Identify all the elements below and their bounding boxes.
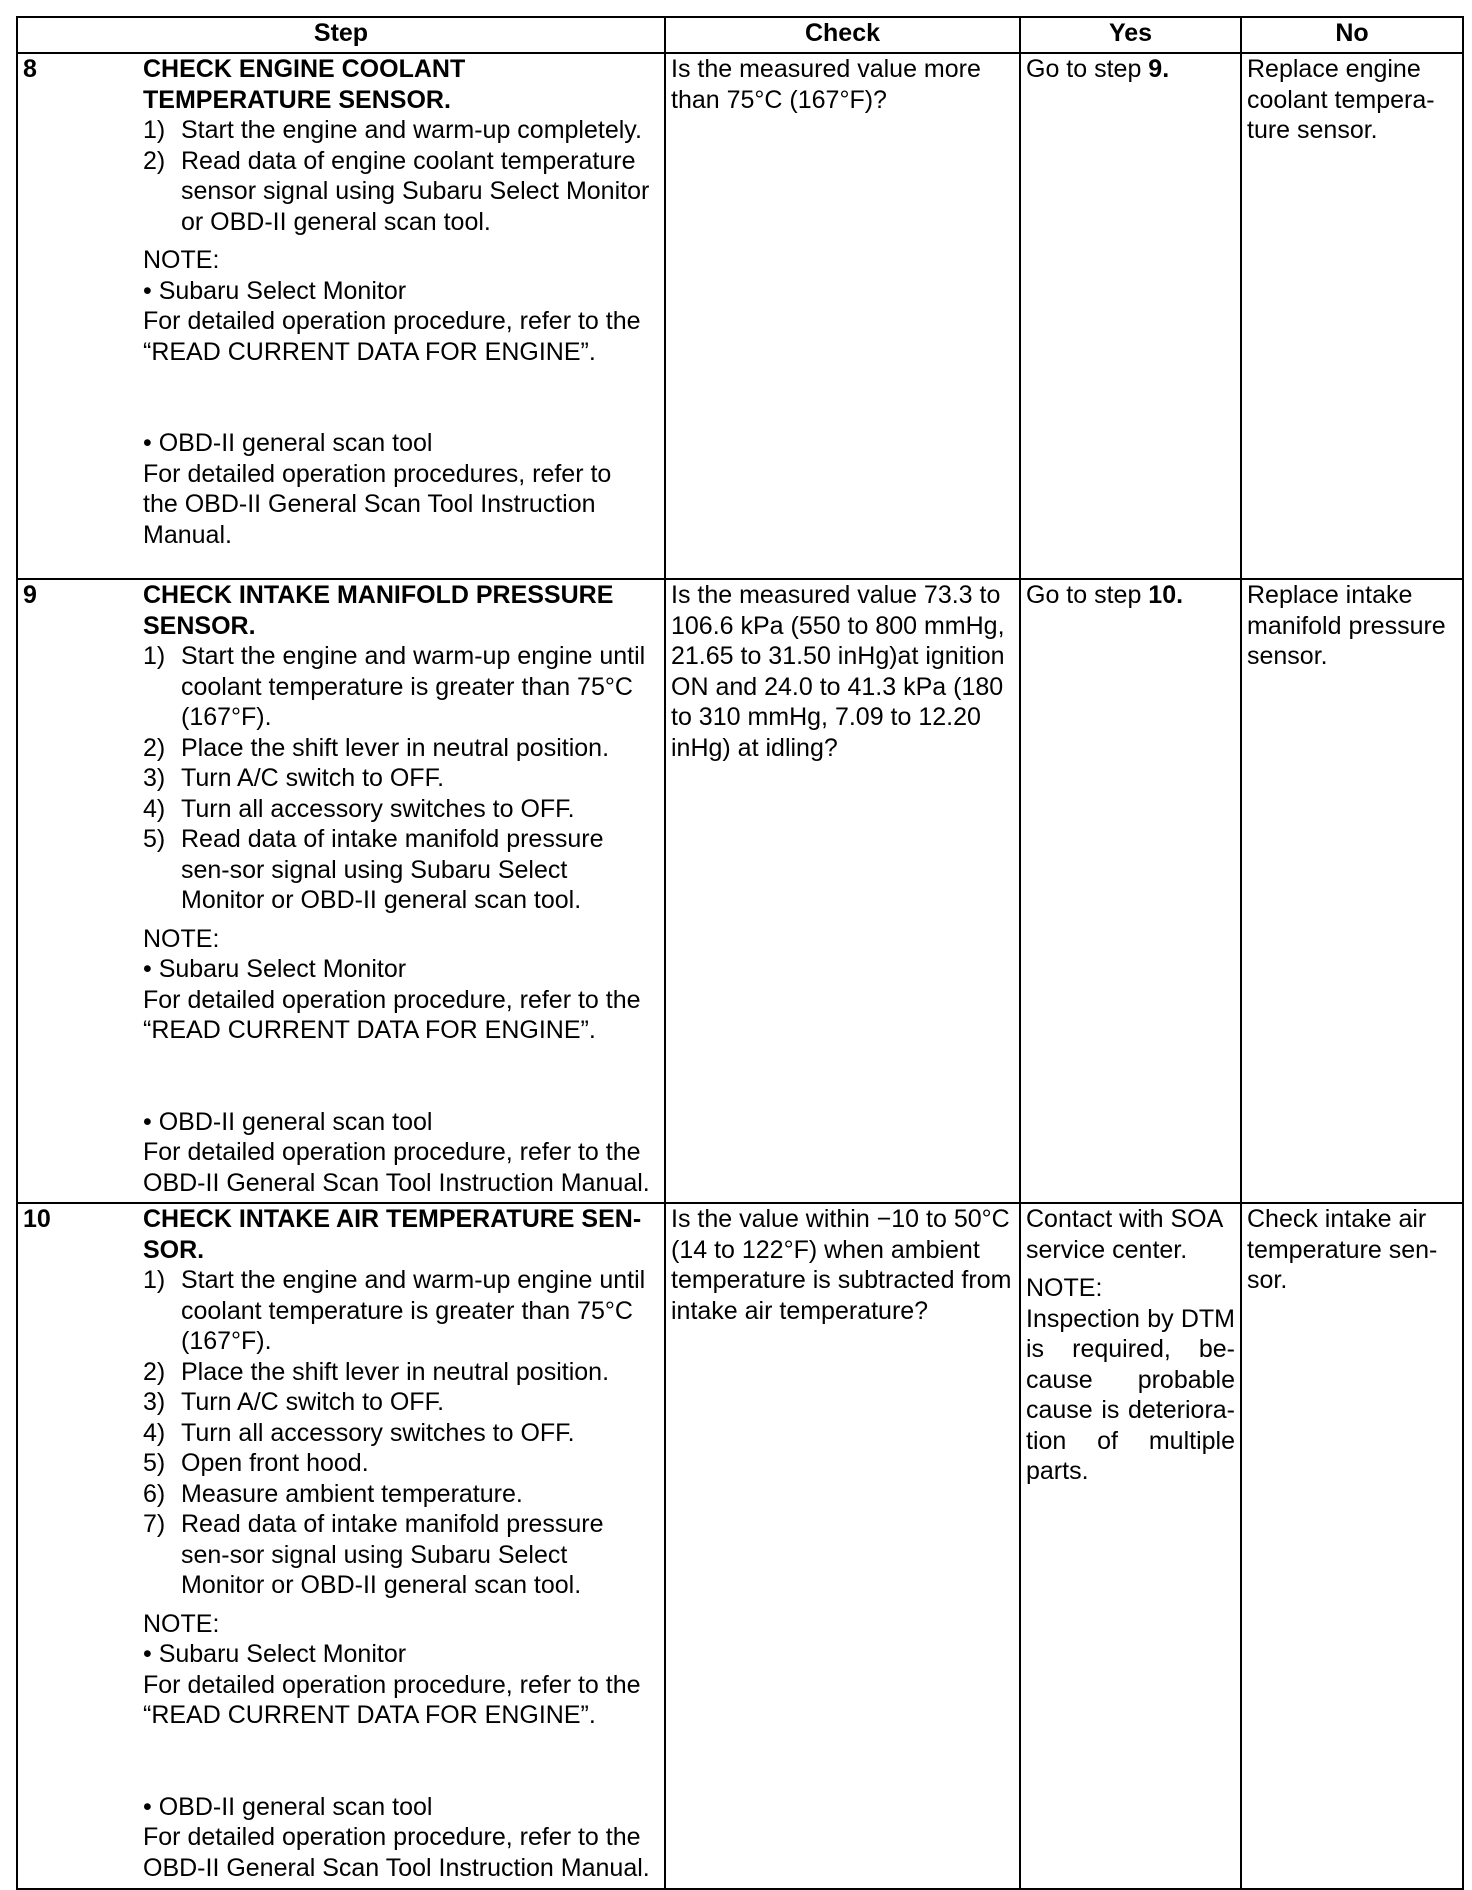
- procedure-item: 5) Open front hood.: [143, 1449, 369, 1477]
- yes-cell: Go to step 9.: [1020, 53, 1241, 579]
- note-item-title: • Subaru Select Monitor: [143, 1639, 653, 1670]
- note-label: NOTE:: [143, 246, 220, 274]
- note-item-text: For detailed operation procedure, refer to the “READ CURRENT DATA FOR ENGINE”.: [143, 1670, 641, 1729]
- note-text: Inspection by DTM is required, be-cause probable cause is deteriora-tion of multiple parts.: [1026, 1304, 1235, 1485]
- table-row: [17, 53, 1463, 579]
- note-item-text: For detailed operation procedures, refer to the OBD-II General Scan Tool Instruction Manual.: [143, 459, 612, 549]
- note-item-title: • Subaru Select Monitor: [143, 276, 653, 307]
- table-row: [17, 579, 1463, 1203]
- procedure-item: 7) Read data of intake manifold pressure sen-sor signal using Subaru Select Monitor or OBD-II general scan tool.: [143, 1510, 604, 1599]
- note-label: NOTE:: [1026, 1274, 1103, 1302]
- step-number: 10: [23, 1205, 51, 1233]
- note-item-text: For detailed operation procedure, refer to the OBD-II General Scan Tool Instruction Manual.: [143, 1138, 650, 1197]
- table-header-row: [17, 17, 1463, 53]
- note-item-title: • Subaru Select Monitor: [143, 954, 653, 985]
- table-row: [17, 1203, 1463, 1889]
- procedure-item: 4) Turn all accessory switches to OFF.: [143, 1418, 575, 1447]
- note-item-text: For detailed operation procedure, refer to the “READ CURRENT DATA FOR ENGINE”.: [143, 307, 641, 366]
- procedure-item: 3) Turn A/C switch to OFF.: [143, 1388, 445, 1416]
- check-cell: Is the value within −10 to 50°C (14 to 122°F) when ambient temperature is subtracted from intake air temperature?: [665, 1203, 1020, 1889]
- header-no: No: [1241, 17, 1463, 53]
- step-cell: [17, 1203, 665, 1889]
- step-cell: [17, 579, 665, 1203]
- note-label: NOTE:: [143, 924, 220, 953]
- check-cell: Is the measured value more than 75°C (167°F)?: [665, 53, 1020, 579]
- procedure-item: 1) Start the engine and warm-up completely.: [143, 116, 642, 144]
- procedure-list: [143, 1265, 653, 1601]
- procedure-item: 2) Read data of engine coolant temperature sensor signal using Subaru Select Monitor or OBD-II general scan tool.: [143, 146, 650, 236]
- step-cell: [17, 53, 665, 579]
- header-check: Check: [665, 17, 1020, 53]
- header-step: Step: [17, 17, 665, 53]
- note-item-title: • OBD-II general scan tool: [143, 428, 653, 459]
- no-cell: Replace intake manifold pressure sensor.: [1241, 579, 1463, 1203]
- procedure-item: 1) Start the engine and warm-up engine until coolant temperature is greater than 75°C (167°F).: [143, 1266, 646, 1355]
- step-number: 8: [23, 55, 37, 83]
- note-label: NOTE:: [143, 1609, 220, 1638]
- check-cell: Is the measured value 73.3 to 106.6 kPa (550 to 800 mmHg, 21.65 to 31.50 inHg)at ignition ON and 24.0 to 41.3 kPa (180 to 310 mmHg, 7.09 to 12.20 inHg) at idling?: [665, 579, 1020, 1203]
- step-number: 9: [23, 581, 37, 609]
- procedure-item: 1) Start the engine and warm-up engine until coolant temperature is greater than 75°C (167°F).: [143, 642, 646, 731]
- yes-text: Contact with SOA service center.: [1026, 1205, 1222, 1264]
- next-step-ref: 10.: [1148, 581, 1184, 609]
- procedure-item: 4) Turn all accessory switches to OFF.: [143, 794, 575, 823]
- step-title: CHECK INTAKE AIR TEMPERATURE SEN-SOR.: [143, 1205, 642, 1264]
- note-item-text: For detailed operation procedure, refer to the “READ CURRENT DATA FOR ENGINE”.: [143, 985, 641, 1044]
- procedure-item: 2) Place the shift lever in neutral position.: [143, 1357, 610, 1386]
- note-item-title: • OBD-II general scan tool: [143, 1792, 653, 1823]
- note-item-text: For detailed operation procedure, refer to the OBD-II General Scan Tool Instruction Manual.: [143, 1823, 650, 1882]
- next-step-ref: 9.: [1148, 55, 1170, 83]
- no-cell: Replace engine coolant tempera-ture sensor.: [1241, 53, 1463, 579]
- procedure-item: 2) Place the shift lever in neutral position.: [143, 733, 610, 762]
- procedure-item: 3) Turn A/C switch to OFF.: [143, 764, 445, 792]
- note-item-title: • OBD-II general scan tool: [143, 1107, 653, 1138]
- procedure-list: [143, 641, 653, 916]
- step-title: CHECK INTAKE MANIFOLD PRESSURE SENSOR.: [143, 581, 614, 640]
- yes-cell: Go to step 10.: [1020, 579, 1241, 1203]
- no-cell: Check intake air temperature sen-sor.: [1241, 1203, 1463, 1889]
- procedure-item: 5) Read data of intake manifold pressure sen-sor signal using Subaru Select Monitor or OBD-II general scan tool.: [143, 825, 604, 914]
- procedure-list: [143, 115, 653, 237]
- diagnostic-procedure-table: [16, 16, 1464, 1890]
- procedure-item: 6) Measure ambient temperature.: [143, 1479, 523, 1508]
- step-title: CHECK ENGINE COOLANT TEMPERATURE SENSOR.: [143, 55, 466, 114]
- header-yes: Yes: [1020, 17, 1241, 53]
- yes-cell: [1020, 1203, 1241, 1889]
